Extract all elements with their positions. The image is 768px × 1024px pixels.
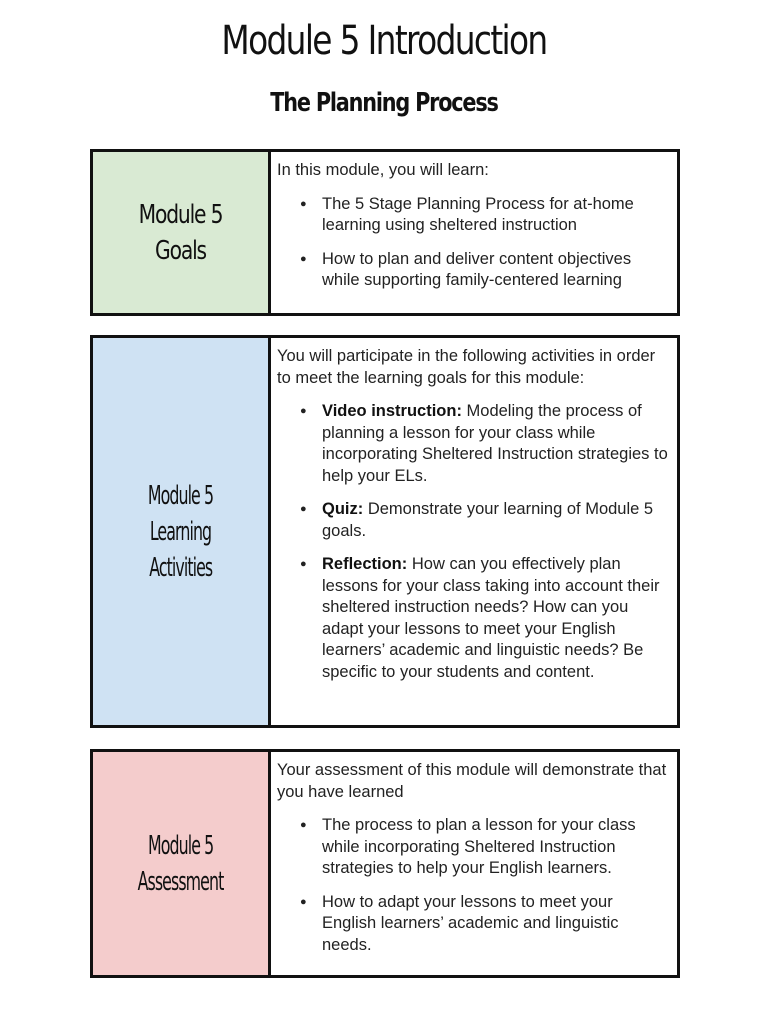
activities-section <box>90 335 680 728</box>
assessment-content <box>271 752 677 975</box>
goals-list <box>277 194 671 292</box>
goals-label <box>93 152 271 313</box>
activity-text: How can you effectively plan lessons for your class taking into account their sheltered instruction needs? How can you adapt your lessons to meet your English learners’ academic and linguistic needs? Be specific to your students and content. <box>322 555 660 681</box>
activities-intro: You will participate in the following activities in order to meet the learning goals for this module: <box>277 347 656 387</box>
assessment-label-text <box>126 828 236 900</box>
activities-list <box>277 401 671 683</box>
activity-text: Demonstrate your learning of Module 5 goals. <box>322 500 654 540</box>
activities-label-text <box>112 478 249 586</box>
activity-text: Modeling the process of planning a lesson for your class while incorporating Sheltered Instruction strategies to help your ELs. <box>322 402 668 485</box>
goals-list-item: ● How to plan and deliver content objectives while supporting family-centered learning <box>277 249 671 292</box>
goals-intro: In this module, you will learn: <box>277 161 489 179</box>
goals-content <box>271 152 677 313</box>
activities-list-item <box>277 499 671 542</box>
page-subtitle: The Planning Process <box>270 88 498 118</box>
assessment-list-item: ● The process to plan a lesson for your class while incorporating Sheltered Instruction strategies to help your English learners. <box>277 815 671 880</box>
goals-list-item: ● The 5 Stage Planning Process for at-home learning using sheltered instruction <box>277 194 671 237</box>
activity-term: Quiz: <box>322 500 364 518</box>
page-title: Module 5 Introduction <box>221 18 547 64</box>
activity-term: Reflection: <box>322 555 408 573</box>
activities-list-item <box>277 554 671 683</box>
activities-label <box>93 338 271 725</box>
assessment-label <box>93 752 271 975</box>
assessment-list-item: ● How to adapt your lessons to meet your English learners’ academic and linguistic needs. <box>277 892 671 957</box>
assessment-section <box>90 749 680 978</box>
activities-label-line1: Module 5 Learning <box>147 480 214 547</box>
assessment-intro: Your assessment of this module will demonstrate that you have learned <box>277 761 667 801</box>
assessment-list <box>277 815 671 956</box>
activity-term: Video instruction: <box>322 402 462 420</box>
assessment-label-line1: Module 5 <box>147 830 214 861</box>
activities-label-line2: Activities <box>148 552 213 583</box>
goals-label-text: Module 5 Goals <box>138 199 223 266</box>
activities-list-item <box>277 401 671 487</box>
activities-content <box>271 338 677 725</box>
assessment-label-line2: Assessment <box>137 866 224 897</box>
goals-section <box>90 149 680 316</box>
